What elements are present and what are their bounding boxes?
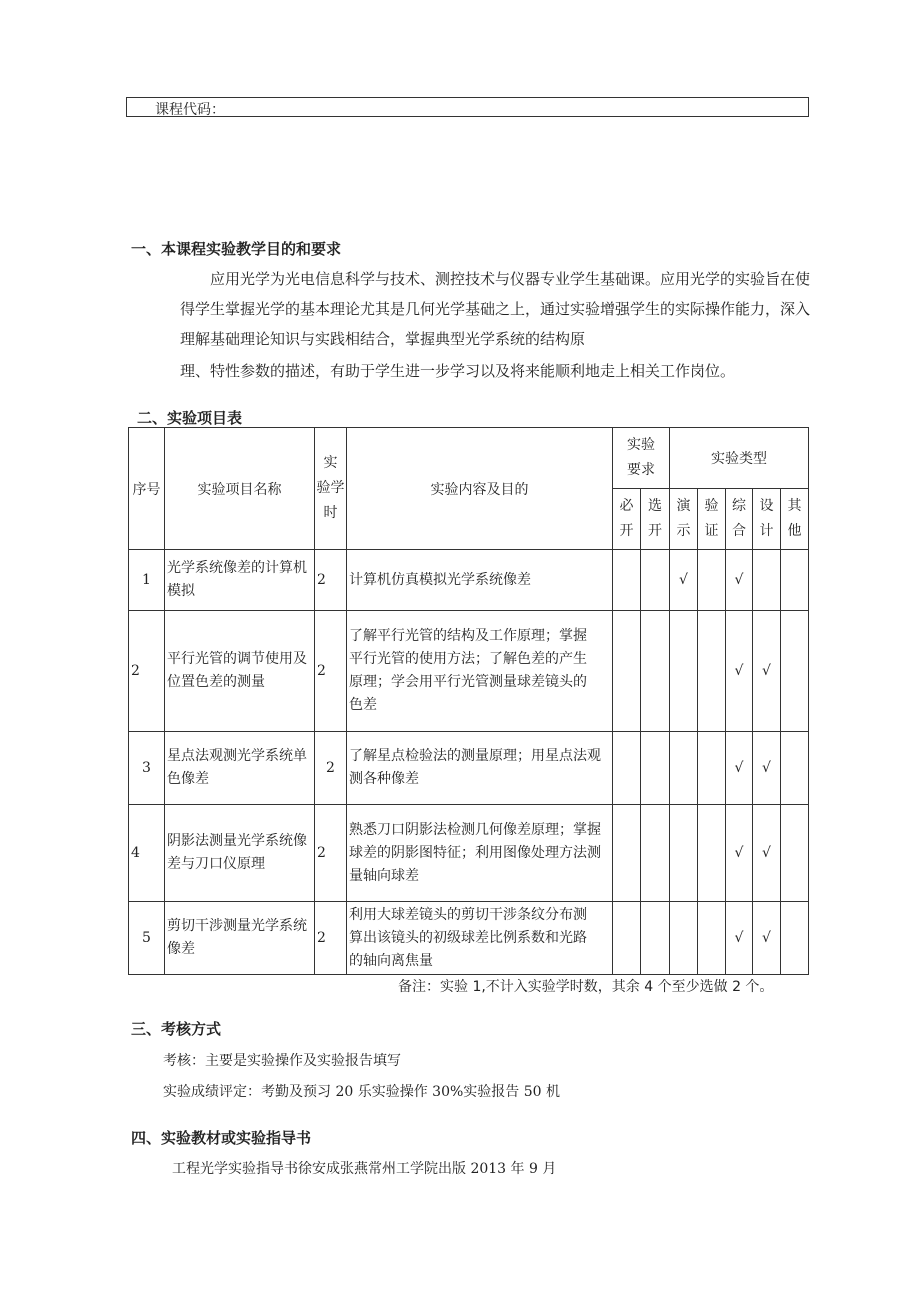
row-hours: 2	[315, 611, 347, 732]
row-name: 光学系统像差的计算机 模拟	[165, 550, 315, 611]
row-design-check: √	[753, 805, 781, 902]
row-design-check: √	[753, 732, 781, 805]
row-optional	[641, 902, 670, 975]
section2-title: 二、实验项目表	[137, 409, 243, 427]
row-demo	[670, 902, 698, 975]
row-required	[613, 902, 641, 975]
section1-line2: 得学生掌握光学的基本理论尤其是几何光学基础之上，通过实验增强学生的实际操作能力，深入	[180, 300, 811, 318]
row-other	[781, 550, 809, 611]
row-required	[613, 550, 641, 611]
row-required	[613, 611, 641, 732]
row-name: 阴影法测量光学系统像 差与刀口仪原理	[165, 805, 315, 902]
row-verify	[698, 902, 726, 975]
row-comprehensive-check: √	[726, 550, 753, 611]
header-comprehensive: 综 合	[726, 489, 753, 550]
row-other	[781, 611, 809, 732]
row-index: 4	[129, 805, 165, 902]
row-required	[613, 805, 641, 902]
row-index: 3	[129, 732, 165, 805]
row-comprehensive-check: √	[726, 805, 753, 902]
header-type: 实验类型	[670, 428, 809, 489]
header-optional: 选 开	[641, 489, 670, 550]
row-index: 1	[129, 550, 165, 611]
row-name: 剪切干涉测量光学系统 像差	[165, 902, 315, 975]
table-row	[129, 611, 809, 732]
row-optional	[641, 611, 670, 732]
section4-title: 四、实验教材或实验指导书	[131, 1129, 312, 1147]
row-comprehensive-check: √	[726, 732, 753, 805]
header-hours: 实 验学 时	[315, 428, 347, 550]
row-content: 熟悉刀口阴影法检测几何像差原理；掌握 球差的阴影图特征；利用图像处理方法测 量轴向球差	[347, 805, 613, 902]
row-demo	[670, 611, 698, 732]
course-code-label: 课程代码：	[155, 102, 225, 118]
row-verify	[698, 805, 726, 902]
table-row	[129, 732, 809, 805]
header-requirement: 实验 要求	[613, 428, 670, 489]
header-required: 必 开	[613, 489, 641, 550]
table-note: 备注：实验 1,不计入实验学时数，其余 4 个至少选做 2 个。	[398, 979, 774, 995]
header-content: 实验内容及目的	[347, 428, 613, 550]
row-design	[753, 550, 781, 611]
row-demo	[670, 805, 698, 902]
row-content: 计算机仿真模拟光学系统像差	[347, 550, 613, 611]
row-content: 了解平行光管的结构及工作原理；掌握 平行光管的使用方法；了解色差的产生 原理；学会用平行光管测量球差镜头的 色差	[347, 611, 613, 732]
row-name: 平行光管的调节使用及 位置色差的测量	[165, 611, 315, 732]
table-header-row	[129, 428, 809, 489]
header-other: 其 他	[781, 489, 809, 550]
section1-line1: 应用光学为光电信息科学与技术、测控技术与仪器专业学生基础课。应用光学的实验旨在使	[210, 270, 811, 288]
section3-line1: 考核：主要是实验操作及实验报告填写	[163, 1053, 401, 1069]
header-demo: 演 示	[670, 489, 698, 550]
header-index: 序号	[129, 428, 165, 550]
row-verify	[698, 550, 726, 611]
row-verify	[698, 611, 726, 732]
experiment-table	[128, 427, 809, 975]
row-optional	[641, 550, 670, 611]
row-verify	[698, 732, 726, 805]
row-required	[613, 732, 641, 805]
row-hours: 2	[315, 805, 347, 902]
header-name: 实验项目名称	[165, 428, 315, 550]
table-row	[129, 550, 809, 611]
row-index: 2	[129, 611, 165, 732]
section1-line3: 理解基础理论知识与实践相结合，掌握典型光学系统的结构原	[180, 330, 586, 348]
row-optional	[641, 732, 670, 805]
row-content: 了解星点检验法的测量原理；用星点法观 测各种像差	[347, 732, 613, 805]
table-row	[129, 902, 809, 975]
row-comprehensive-check: √	[726, 902, 753, 975]
section3-line2: 实验成绩评定：考勤及预习 20 乐实验操作 30%实验报告 50 机	[163, 1084, 560, 1100]
row-hours: 2	[315, 732, 347, 805]
row-other	[781, 805, 809, 902]
row-optional	[641, 805, 670, 902]
row-hours: 2	[315, 902, 347, 975]
row-hours: 2	[315, 550, 347, 611]
course-code-box	[126, 97, 809, 117]
row-name: 星点法观测光学系统单 色像差	[165, 732, 315, 805]
row-content: 利用大球差镜头的剪切干涉条纹分布测 算出该镜头的初级球差比例系数和光路 的轴向离焦量	[347, 902, 613, 975]
row-design-check: √	[753, 611, 781, 732]
section1-title: 一、本课程实验教学目的和要求	[131, 240, 342, 258]
row-demo-check: √	[670, 550, 698, 611]
row-other	[781, 732, 809, 805]
section4-line1: 工程光学实验指导书徐安成张燕常州工学院出版 2013 年 9 月	[172, 1161, 557, 1177]
section3-title: 三、考核方式	[131, 1020, 222, 1038]
section1-line4: 理、特性参数的描述，有助于学生进一步学习以及将来能顺利地走上相关工作岗位。	[180, 362, 736, 380]
header-design: 设 计	[753, 489, 781, 550]
row-index: 5	[129, 902, 165, 975]
row-demo	[670, 732, 698, 805]
table-row	[129, 805, 809, 902]
row-comprehensive-check: √	[726, 611, 753, 732]
row-other	[781, 902, 809, 975]
header-verify: 验 证	[698, 489, 726, 550]
row-design-check: √	[753, 902, 781, 975]
